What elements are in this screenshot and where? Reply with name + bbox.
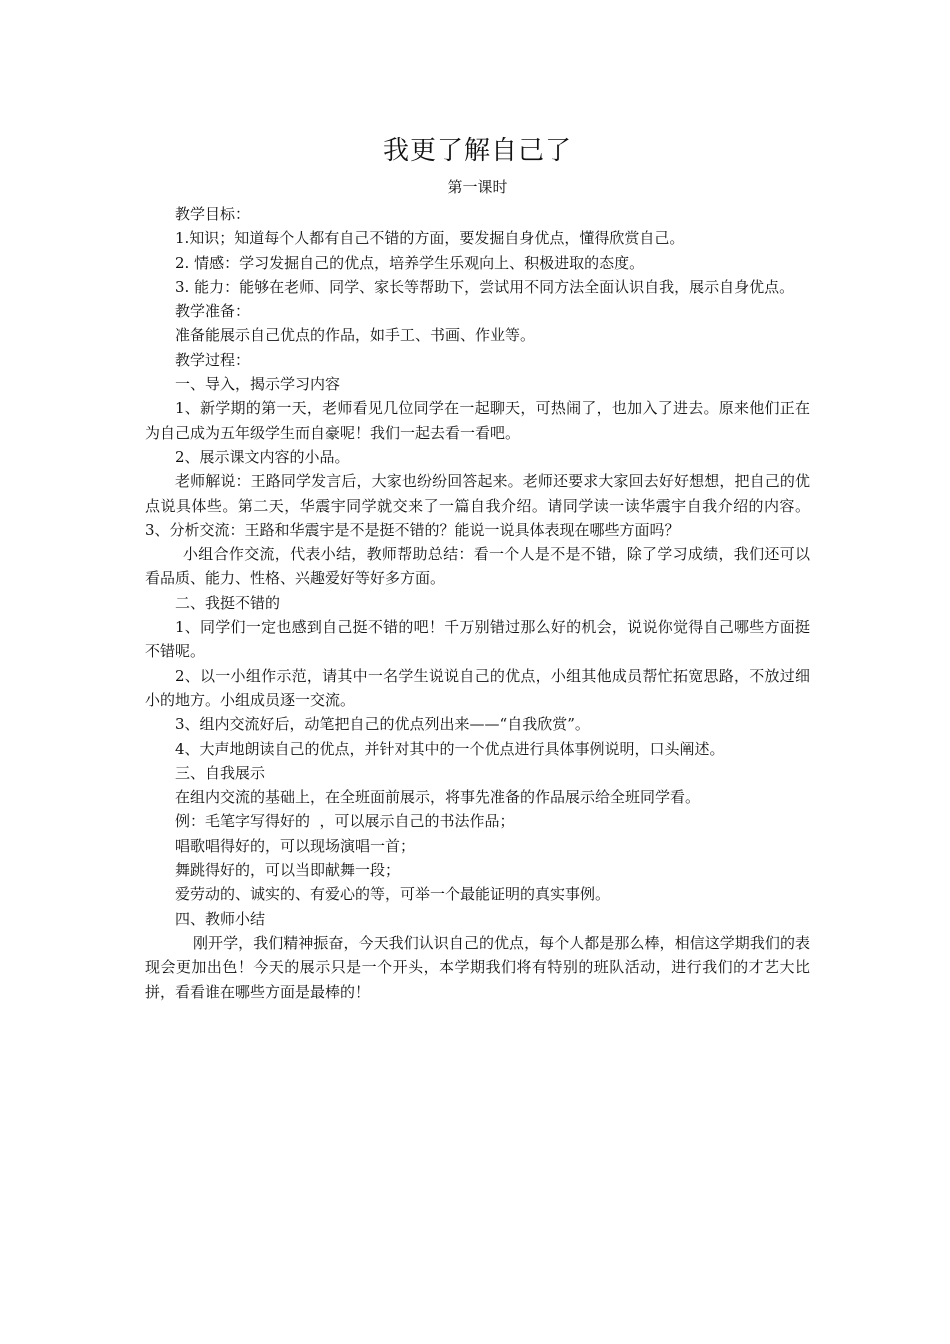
heading-process: 教学过程： [175, 350, 251, 369]
heading-preparation: 教学准备： [175, 302, 251, 321]
section-heading-2: 二、我挺不错的 [175, 593, 281, 612]
section-heading-3: 三、自我展示 [175, 763, 266, 782]
paragraph: 1、同学们一定也感到自己挺不错的吧！千万别错过那么好的机会，说说你觉得自己哪些方面挺不错呢。 [145, 618, 810, 661]
example-line: 舞跳得好的，可以当即献舞一段； [175, 861, 401, 880]
document-title: 我更了解自己了 [382, 136, 572, 166]
objective-ability: 3. 能力：能够在老师、同学、家长等帮助下，尝试用不同方法全面认识自我，展示自身优点。 [175, 277, 795, 296]
section-heading-4: 四、教师小结 [175, 909, 266, 928]
paragraph: 老师解说：王路同学发言后，大家也纷纷回答起来。老师还要求大家回去好好想想，把自己的优点说具体些。第二天，华震宇同学就交来了一篇自我介绍。请同学读一读华震宇自我介绍的内容。 3、分析交流：王路和华震宇是不是挺不错的？能说一说具体表现在哪些方面吗？ [145, 472, 849, 539]
paragraph: 1、新学期的第一天，老师看见几位同学在一起聊天，可热闹了，也加入了进去。原来他们正在为自己成为五年级学生而自豪呢！我们一起去看一看吧。 [145, 399, 810, 442]
document-page [145, 132, 849, 1004]
preparation-text: 准备能展示自己优点的作品，如手工、书画、作业等。 [175, 326, 536, 345]
objective-emotion: 2. 情感：学习发掘自己的优点，培养学生乐观向上、积极进取的态度。 [175, 253, 645, 272]
objective-knowledge: 1.知识；知道每个人都有自己不错的方面，要发掘自身优点，懂得欣赏自己。 [175, 229, 685, 248]
document-subtitle: 第一课时 [447, 178, 508, 196]
paragraph: 4、大声地朗读自己的优点，并针对其中的一个优点进行具体事例说明，口头阐述。 [175, 739, 725, 758]
heading-objectives: 教学目标： [175, 205, 251, 223]
example-line: 例：毛笔字写得好的 ，可以展示自己的书法作品； [175, 812, 515, 831]
paragraph: 在组内交流的基础上，在全班面前展示，将事先准备的作品展示给全班同学看。 [175, 788, 701, 807]
paragraph: 2、以一小组作示范，请其中一名学生说说自己的优点，小组其他成员帮忙拓宽思路，不放过细小的地方。小组成员逐一交流。 [145, 666, 810, 709]
paragraph: 刚开学，我们精神振奋，今天我们认识自己的优点，每个人都是那么棒，相信这学期我们的表现会更加出色！今天的展示只是一个开头，本学期我们将有特别的班队活动，进行我们的才艺大比拼，看看谁在哪些方面是最棒的！ [145, 933, 810, 1001]
paragraph: 3、组内交流好后，动笔把自己的优点列出来——“自我欣赏”。 [175, 715, 590, 734]
paragraph: 小组合作交流，代表小结，教师帮助总结：看一个人是不是不错，除了学习成绩，我们还可以看品质、能力、性格、兴趣爱好等好多方面。 [145, 545, 810, 588]
paragraph: 2、展示课文内容的小品。 [175, 447, 350, 466]
example-line: 爱劳动的、诚实的、有爱心的等，可举一个最能证明的真实事例。 [175, 885, 611, 904]
section-heading-1: 一、导入，揭示学习内容 [175, 375, 341, 394]
example-line: 唱歌唱得好的，可以现场演唱一首； [175, 836, 416, 855]
